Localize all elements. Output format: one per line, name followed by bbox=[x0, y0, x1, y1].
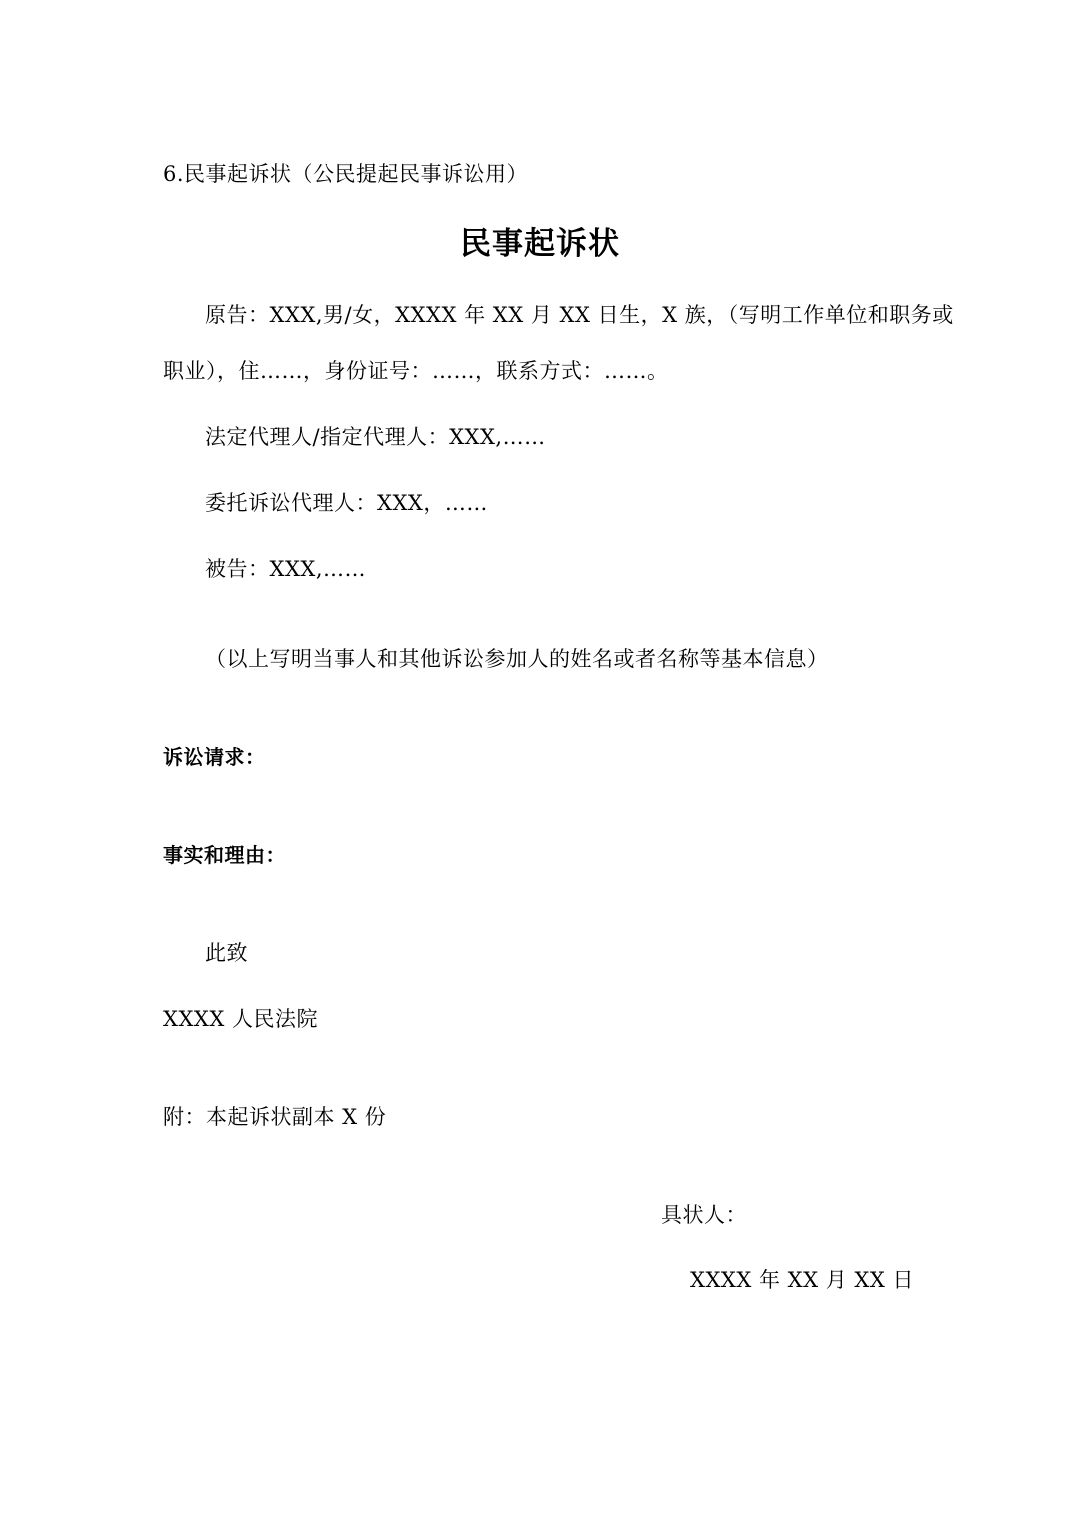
signing-date: XXXX 年 XX 月 XX 日 bbox=[690, 1268, 914, 1292]
respectfully-line: 此致 bbox=[205, 941, 248, 965]
plaintiff-info-line-1: 原告：XXX,男/女，XXXX 年 XX 月 XX 日生，X 族，（写明工作单位和职务或 bbox=[205, 303, 954, 327]
parties-note: （以上写明当事人和其他诉讼参加人的姓名或者名称等基本信息） bbox=[205, 647, 829, 671]
document-title: 民事起诉状 bbox=[460, 226, 620, 262]
signer-label: 具状人： bbox=[661, 1203, 747, 1227]
plaintiff-info-line-2: 职业），住……，身份证号：……，联系方式：……。 bbox=[163, 359, 669, 383]
litigation-agent-line: 委托诉讼代理人：XXX，…… bbox=[205, 491, 488, 515]
court-name: XXXX 人民法院 bbox=[163, 1007, 318, 1031]
legal-representative-line: 法定代理人/指定代理人：XXX,…… bbox=[205, 425, 546, 449]
document-caption: 6.民事起诉状（公民提起民事诉讼用） bbox=[163, 162, 529, 186]
claims-heading: 诉讼请求： bbox=[163, 745, 266, 769]
attachment-line: 附：本起诉状副本 X 份 bbox=[163, 1105, 387, 1129]
facts-heading: 事实和理由： bbox=[163, 843, 286, 867]
defendant-line: 被告：XXX,…… bbox=[205, 557, 367, 581]
